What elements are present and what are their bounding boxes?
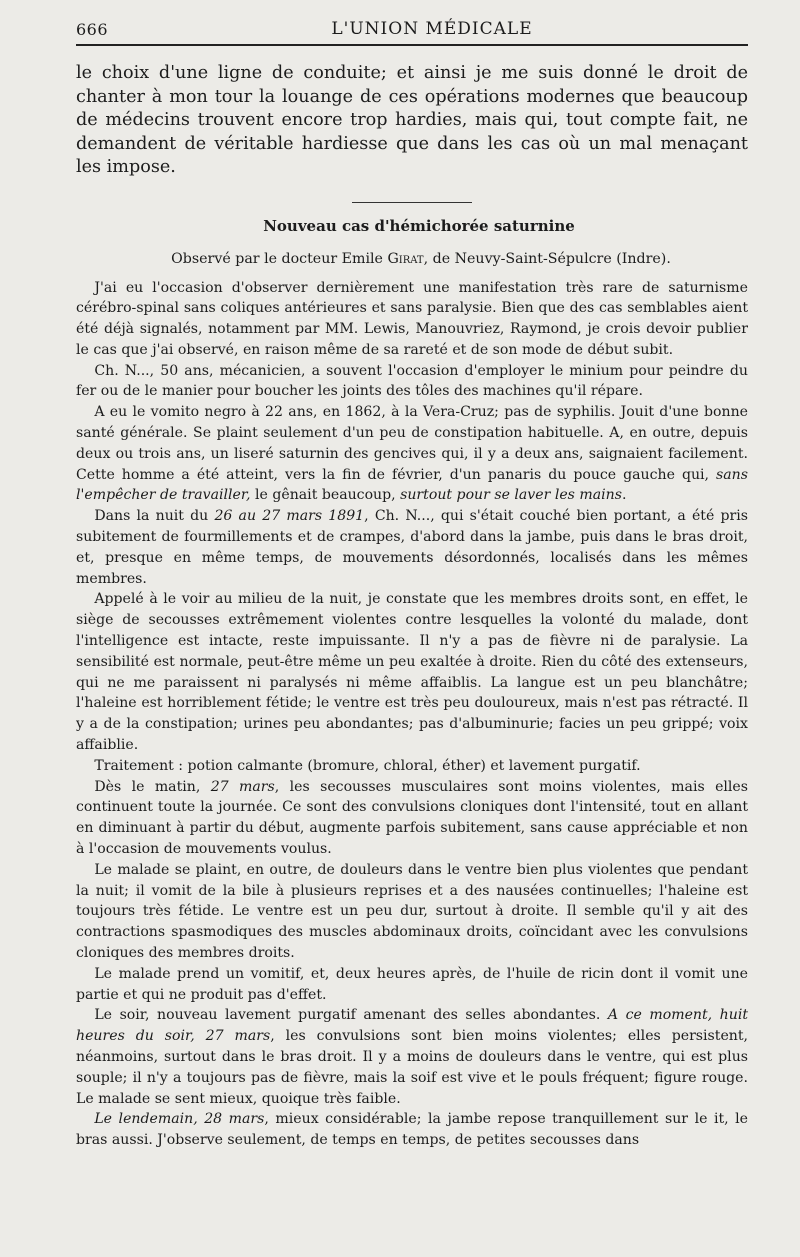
header-rule	[76, 44, 748, 46]
article-title: Nouveau cas d'hémichorée saturnine	[263, 216, 575, 235]
paragraph-6: Traitement : potion calmante (bromure, chloral, éther) et lavement purgatif.	[94, 757, 641, 774]
section-separator	[352, 202, 472, 203]
paragraph-11	[76, 1109, 748, 1151]
p3-italic-1: sans l'empêcher de travailler,	[76, 466, 748, 504]
paragraph-1: J'ai eu l'occasion d'observer dernièrement une manifestation très rare de saturnisme cérébro-spinal sans coliques antérieures et sans paralysie. Bien que des cas semblables aient été déjà signalés, notamment par MM. Lewis, Manouvriez, Raymond, je crois devoir publier le cas que j'ai observé, en raison même de sa rareté et de son mode de début subit.	[76, 279, 748, 358]
p4-text-b: , Ch. N..., qui s'était couché bien portant, a été pris subitement de fourmillements et de crampes, d'abord dans la jambe, puis dans le bras droit, et, presque en même temps, de mouvements désordonnés, localisés dans les mêmes membres.	[76, 508, 748, 587]
paragraph-3	[76, 402, 748, 506]
paragraph-7	[76, 777, 748, 860]
p7-italic: 27 mars	[210, 778, 275, 795]
p3-text-c: .	[621, 487, 627, 504]
paragraph-8: Le malade se plaint, en outre, de douleurs dans le ventre bien plus violentes que pendant la nuit; il vomit de la bile à plusieurs reprises et a des nausées continuelles; l'haleine est toujours très fétide. Le ventre est un peu dur, surtout à droite. Il semble qu'il y ait des contractions spasmodiques des muscles abdominaux droits, coïncidant avec les convulsions cloniques des membres droits.	[76, 861, 748, 961]
p10-text-a: Le soir, nouveau lavement purgatif amenant des selles abondantes.	[94, 1007, 608, 1024]
byline-author: Girat	[387, 250, 424, 267]
p10-text-b: , les convulsions sont bien moins violentes; elles persistent, néanmoins, surtout dans le bras droit. Il y a moins de douleurs dans le ventre, qui est plus souple; il n'y a toujours pas de fièvre, mais la soif est vive et le pouls fréquent; figure rouge. Le malade se sent mieux, quoique très faible.	[76, 1028, 749, 1107]
paragraph-4	[76, 506, 748, 589]
p4-italic: 26 au 27 mars 1891	[214, 508, 365, 525]
paragraph-5: Appelé à le voir au milieu de la nuit, je constate que les membres droits sont, en effet, le siège de secousses extrêmement violentes contre lesquelles la volonté du malade, dont l'intelligence est intacte, reste impuissante. Il n'y a pas de fièvre ni de paralysie. La sensibilité est normale, peut-être même un peu exaltée à droite. Rien du côté des extenseurs, qui ne me paraissent ni paralysés ni même affaiblis. La langue est un peu blanchâtre; l'haleine est horriblement fétide; le ventre est très peu douloureux, mais n'est pas rétracté. Il y a de la constipation; urines peu abondantes; pas d'albuminurie; facies un peu grippé; voix affaiblie.	[76, 591, 748, 754]
paragraph-9: Le malade prend un vomitif, et, deux heures après, de l'huile de ricin dont il vomit une partie et qui ne produit pas d'effet.	[76, 965, 748, 1003]
page-header	[76, 0, 748, 44]
lead-paragraph: le choix d'une ligne de conduite; et ainsi je me suis donné le droit de chanter à mon tour la louange de ces opérations modernes que beaucoup de médecins trouvent encore trop hardies, mais qui, tout compte fait, ne demandent de véritable hardiesse que dans les cas où un mal menaçant les impose.	[76, 63, 748, 177]
article-body	[76, 278, 748, 1151]
paragraph-10	[76, 1005, 748, 1109]
page-number: 666	[76, 20, 109, 39]
p10-italic: A ce moment, huit heures du soir, 27 mars	[76, 1007, 749, 1045]
running-head: L'UNION MÉDICALE	[331, 19, 533, 39]
p3-text-a: A eu le vomito negro à 22 ans, en 1862, à la Vera-Cruz; pas de syphilis. Jouit d'une bonne santé générale. Se plaint seulement d'un peu de constipation habituelle. A, en outre, depuis deux ou trois ans, un liseré saturnin des gencives qui, il y a deux ans, saignaient facilement. Cette homme a été atteint, vers la fin de février, d'un panaris du pouce gauche qui,	[76, 404, 748, 483]
p11-text-b: , mieux considérable; la jambe repose tranquillement sur le it, le bras aussi. J'observe seulement, de temps en temps, de petites secousses dans	[76, 1111, 748, 1149]
p11-italic: Le lendemain, 28 mars	[94, 1111, 265, 1128]
p3-text-b: le gênait beaucoup,	[250, 487, 401, 504]
p7-text-b: , les secousses musculaires sont moins violentes, mais elles continuent toute la journée. Ce sont des convulsions cloniques dont l'intensité, tout en allant en diminuant à partir du début, augmente parfois subitement, sans cause appréciable et non à l'occasion de mouvements voulus.	[76, 778, 749, 858]
article-byline	[76, 251, 748, 267]
byline-suffix: , de Neuvy-Saint-Sépulcre (Indre).	[423, 250, 671, 267]
p4-text-a: Dans la nuit du	[94, 508, 215, 525]
byline-prefix: Observé par le docteur Emile	[171, 250, 388, 267]
paragraph-2: Ch. N..., 50 ans, mécanicien, a souvent l'occasion d'employer le minium pour peindre du fer ou de le manier pour boucher les joints des tôles des machines qu'il répare.	[76, 362, 748, 400]
p7-text-a: Dès le matin,	[94, 778, 211, 795]
p3-italic-2: surtout pour se laver les mains	[400, 487, 622, 504]
